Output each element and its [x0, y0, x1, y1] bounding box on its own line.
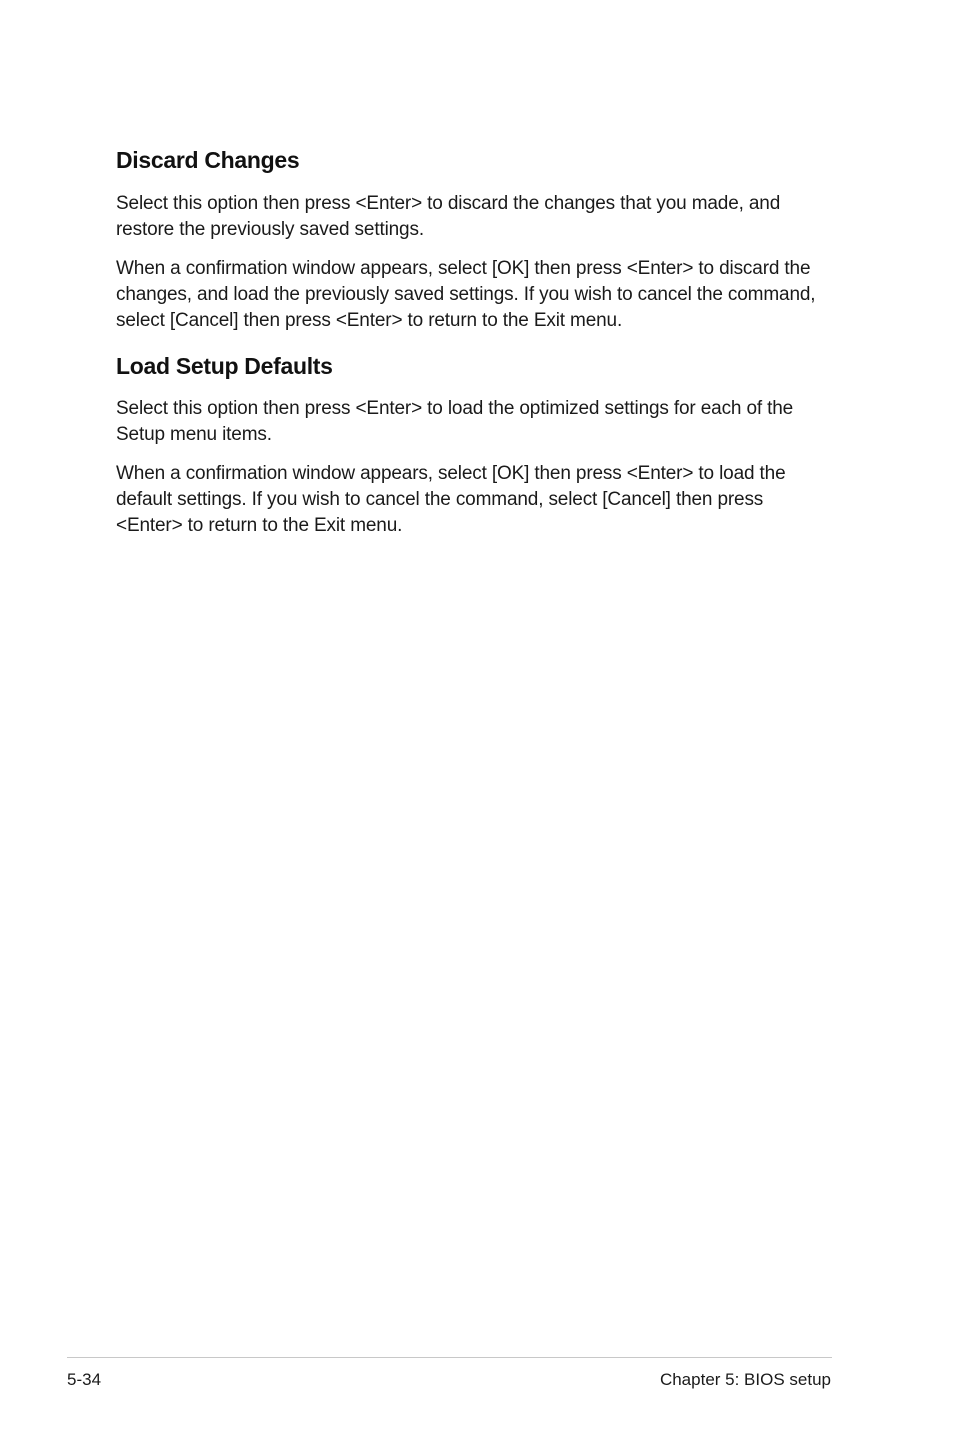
- section-heading: Load Setup Defaults: [116, 353, 333, 379]
- footer-divider: [67, 1357, 832, 1358]
- section-paragraph: Select this option then press <Enter> to discard the changes that you made, and restore the previously saved settings.: [116, 193, 781, 240]
- section-paragraph: When a confirmation window appears, select [OK] then press <Enter> to discard the changes, and load the previously saved settings. If you wish to cancel the command, select [Cancel] then press <Enter> to return to the Exit menu.: [116, 258, 816, 331]
- section-paragraph: When a confirmation window appears, select [OK] then press <Enter> to load the default settings. If you wish to cancel the command, select [Cancel] then press <Enter> to return to the Exit menu.: [116, 463, 786, 536]
- page-content: [116, 140, 832, 539]
- page-number: 5-34: [67, 1370, 102, 1389]
- section-heading: Discard Changes: [116, 147, 300, 173]
- section-paragraph: Select this option then press <Enter> to load the optimized settings for each of the Setup menu items.: [116, 398, 794, 445]
- section-discard-changes: [116, 140, 832, 334]
- section-load-setup-defaults: [116, 346, 832, 539]
- chapter-title: Chapter 5: BIOS setup: [659, 1370, 831, 1389]
